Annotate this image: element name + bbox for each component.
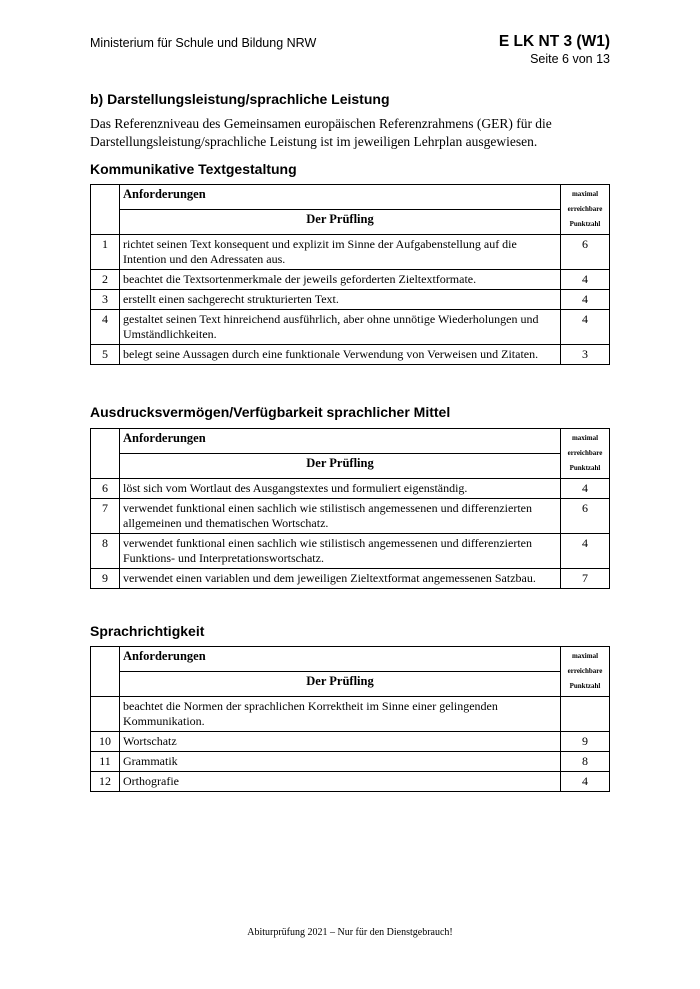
ministry-name: Ministerium für Schule und Bildung NRW xyxy=(90,36,317,50)
row-points: 4 xyxy=(561,270,610,290)
criteria-table-correctness xyxy=(90,646,610,792)
table-subheader-row xyxy=(91,672,610,697)
row-points: 9 xyxy=(561,732,610,752)
row-points: 6 xyxy=(561,499,610,534)
row-text: verwendet funktional einen sachlich wie stilistisch angemessenen und differenzierten Funktions- und Interpretationswortschatz. xyxy=(120,534,561,569)
row-points: 7 xyxy=(561,569,610,589)
row-text: verwendet einen variablen und dem jeweiligen Zieltextformat angemessenen Satzbau. xyxy=(120,569,561,589)
candidate-header: Der Prüfling xyxy=(120,672,561,697)
row-text: beachtet die Textsortenmerkmale der jeweils geforderten Zieltextformate. xyxy=(120,270,561,290)
page-header xyxy=(90,33,610,76)
row-text: erstellt einen sachgerecht strukturierten Text. xyxy=(120,290,561,310)
row-points: 4 xyxy=(561,290,610,310)
header-num-cell xyxy=(91,647,120,697)
row-points: 3 xyxy=(561,345,610,365)
table-row xyxy=(91,270,610,290)
row-points: 4 xyxy=(561,772,610,792)
row-number: 2 xyxy=(91,270,120,290)
row-number: 4 xyxy=(91,310,120,345)
table-header-row xyxy=(91,647,610,672)
row-number: 6 xyxy=(91,479,120,499)
table-heading-communicative: Kommunikative Textgestaltung xyxy=(90,161,297,177)
row-text: löst sich vom Wortlaut des Ausgangstextes und formuliert eigenständig. xyxy=(120,479,561,499)
table-row xyxy=(91,290,610,310)
row-points xyxy=(561,697,610,732)
table-header-row xyxy=(91,429,610,454)
row-points: 8 xyxy=(561,752,610,772)
section-title: b) Darstellungsleistung/sprachliche Leistung xyxy=(90,91,390,107)
row-number: 9 xyxy=(91,569,120,589)
table-row xyxy=(91,499,610,534)
row-points: 4 xyxy=(561,310,610,345)
table-row xyxy=(91,310,610,345)
header-num-cell xyxy=(91,429,120,479)
page-number: Seite 6 von 13 xyxy=(530,52,610,66)
requirements-header: Anforderungen xyxy=(120,429,561,454)
table-row xyxy=(91,534,610,569)
table-row xyxy=(91,752,610,772)
row-points: 6 xyxy=(561,235,610,270)
table-row xyxy=(91,235,610,270)
row-number: 12 xyxy=(91,772,120,792)
intro-paragraph: Das Referenzniveau des Gemeinsamen europäischen Referenzrahmens (GER) für die Darstellungsleistung/sprachliche Leistung ist im jeweiligen Lehrplan ausgewiesen. xyxy=(90,116,552,149)
table-subheader-row xyxy=(91,454,610,479)
row-number: 10 xyxy=(91,732,120,752)
criteria-table-expression xyxy=(90,428,610,589)
row-number: 11 xyxy=(91,752,120,772)
page-footer: Abiturprüfung 2021 – Nur für den Dienstgebrauch! xyxy=(247,927,453,938)
max-points-header: maximal erreichbare Punktzahl xyxy=(561,429,610,479)
header-num-cell xyxy=(91,185,120,235)
row-number: 7 xyxy=(91,499,120,534)
row-text: verwendet funktional einen sachlich wie stilistisch angemessenen und differenzierten allgemeinen und thematischen Wortschatz. xyxy=(120,499,561,534)
row-number: 3 xyxy=(91,290,120,310)
row-number: 8 xyxy=(91,534,120,569)
row-number: 5 xyxy=(91,345,120,365)
max-points-header: maximal erreichbare Punktzahl xyxy=(561,185,610,235)
table-row xyxy=(91,345,610,365)
row-number xyxy=(91,697,120,732)
candidate-header: Der Prüfling xyxy=(120,454,561,479)
row-number: 1 xyxy=(91,235,120,270)
document-id: E LK NT 3 (W1) xyxy=(498,33,610,50)
criteria-table-communicative xyxy=(90,184,610,365)
table-header-row xyxy=(91,185,610,210)
requirements-header: Anforderungen xyxy=(120,647,561,672)
row-points: 4 xyxy=(561,534,610,569)
candidate-header: Der Prüfling xyxy=(120,210,561,235)
max-points-header: maximal erreichbare Punktzahl xyxy=(561,647,610,697)
table-heading-correctness: Sprachrichtigkeit xyxy=(90,623,205,639)
table-row xyxy=(91,479,610,499)
row-text: Grammatik xyxy=(120,752,561,772)
row-text: gestaltet seinen Text hinreichend ausführlich, aber ohne unnötige Wiederholungen und Umständlichkeiten. xyxy=(120,310,561,345)
row-text: Wortschatz xyxy=(120,732,561,752)
row-text: belegt seine Aussagen durch eine funktionale Verwendung von Verweisen und Zitaten. xyxy=(120,345,561,365)
row-text: beachtet die Normen der sprachlichen Korrektheit im Sinne einer gelingenden Kommunikation. xyxy=(120,697,561,732)
row-text: Orthografie xyxy=(120,772,561,792)
table-subheader-row xyxy=(91,210,610,235)
table-row xyxy=(91,772,610,792)
row-points: 4 xyxy=(561,479,610,499)
row-text: richtet seinen Text konsequent und explizit im Sinne der Aufgabenstellung auf die Intention und den Adressaten aus. xyxy=(120,235,561,270)
requirements-header: Anforderungen xyxy=(120,185,561,210)
table-row xyxy=(91,569,610,589)
table-heading-expression: Ausdrucksvermögen/Verfügbarkeit sprachlicher Mittel xyxy=(90,404,451,420)
table-row xyxy=(91,732,610,752)
table-row xyxy=(91,697,610,732)
